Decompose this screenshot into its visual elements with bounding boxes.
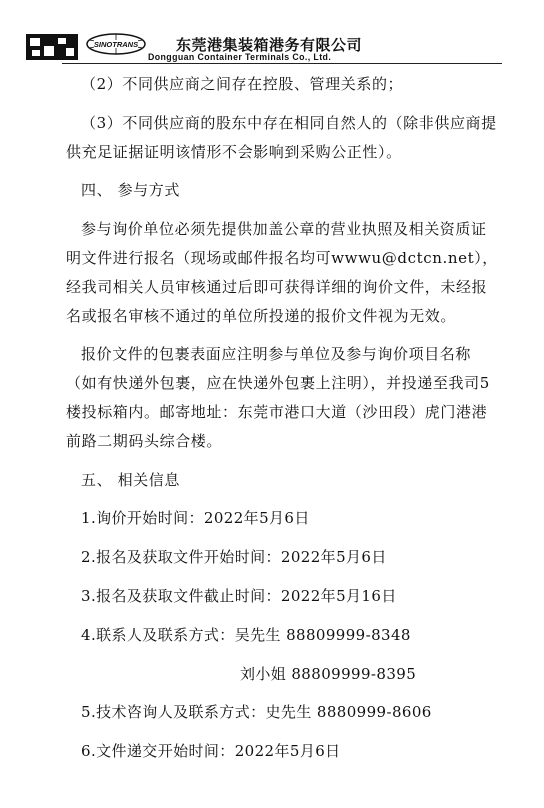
paragraph-clause-2: （2）不同供应商之间存在控股、管理关系的； — [81, 75, 404, 93]
info-item: 6.文件递交开始时间：2022年5月6日 — [81, 742, 341, 761]
company-logo-icon — [26, 34, 78, 60]
section-heading-info: 五、 相关信息 — [81, 470, 180, 489]
paragraph-clause-3: （3）不同供应商的股东中存在相同自然人的（除非供应商提供充足证据证明该情形不会影响到采购公正性）。 — [66, 113, 497, 161]
info-item-contact-2: 刘小姐 88809999-8395 — [240, 664, 417, 683]
section-heading-participation: 四、 参与方式 — [81, 181, 180, 200]
sinotrans-logo-icon — [86, 33, 146, 55]
company-name-en: Dongguan Container Terminals Co., Ltd. — [148, 52, 332, 62]
document-body — [66, 70, 498, 766]
header-divider — [62, 63, 502, 64]
paragraph-registration: 参与询价单位必须先提供加盖公章的营业执照及相关资质证明文件进行报名（现场或邮件报名均可wwwu@dctcn.net），经我司相关人员审核通过后即可获得详细的询价文件，未经报名或报名审核不通过的单位所投递的报价文件视为无效。 — [66, 220, 498, 325]
info-item: 2.报名及获取文件开始时间：2022年5月6日 — [81, 548, 387, 567]
info-item: 5.技术咨询人及联系方式：史先生 8880999-8606 — [81, 703, 432, 722]
info-item: 1.询价开始时间：2022年5月6日 — [81, 509, 310, 528]
company-name-cn: 东莞港集装箱港务有限公司 — [176, 36, 363, 54]
paragraph-delivery: 报价文件的包裹表面应注明参与单位及参与询价项目名称（如有快递外包裹，应在快递外包裹上注明），并投递至我司5楼投标箱内。邮寄地址：东莞市港口大道（沙田段）虎门港港前路二期码头综合楼。 — [66, 345, 490, 450]
info-item: 3.报名及获取文件截止时间：2022年5月16日 — [81, 586, 397, 605]
letterhead — [0, 0, 544, 62]
brand-text: SINOTRANS — [93, 40, 139, 49]
info-item: 4.联系人及联系方式：吴先生 88809999-8348 — [81, 625, 411, 644]
